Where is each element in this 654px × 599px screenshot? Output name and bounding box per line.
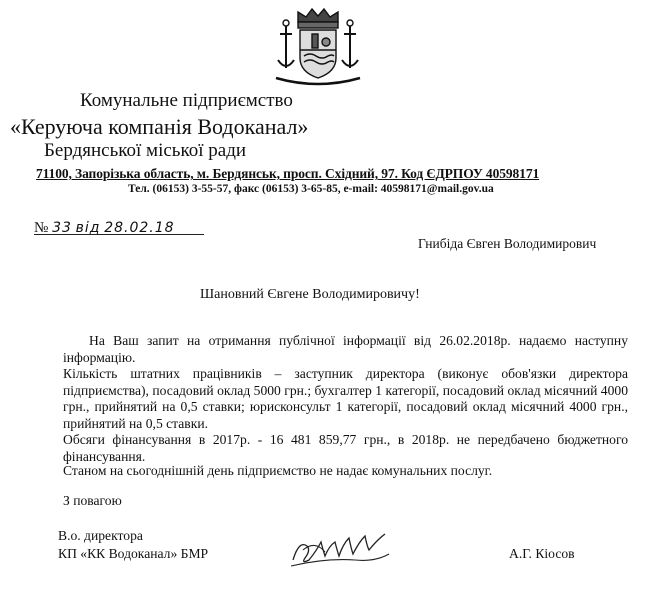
closing-phrase: З повагою [63, 493, 122, 508]
body-paragraph-3: Обсяги фінансування в 2017р. - 16 481 859,77 грн., в 2018р. не передбачено бюджетного фінансування. [63, 432, 628, 464]
reference-underline [34, 234, 204, 235]
org-name-line2: «Керуюча компанія Водоканал» [10, 114, 309, 139]
org-name-line1: Комунальне підприємство [80, 90, 293, 111]
city-coat-of-arms-emblem [268, 6, 368, 88]
signer-title-line1: В.о. директора [58, 528, 143, 543]
handwritten-signature [285, 520, 395, 575]
signer-name: А.Г. Кіосов [509, 546, 575, 561]
body-paragraph-4: Станом на сьогоднішній день підприємство не надає комунальних послуг. [63, 463, 493, 478]
org-contacts: Тел. (06153) 3-55-57, факс (06153) 3-65-85, e-mail: 40598171@mail.gov.ua [128, 183, 494, 195]
reference-date: 28.02.18 [104, 220, 175, 236]
org-address: 71100, Запорізька область, м. Бердянськ, просп. Східний, 97. Код ЄДРПОУ 40598171 [36, 166, 540, 181]
recipient-name: Гнибіда Євген Володимирович [418, 236, 597, 251]
body-paragraph-1: На Ваш запит на отримання публічної інформації від 26.02.2018р. надаємо наступну інформацію. [63, 333, 628, 365]
reference-mid: від [75, 220, 101, 236]
greeting: Шановний Євгене Володимировичу! [200, 287, 420, 302]
signer-title-line2: КП «КК Водоканал» БМР [58, 546, 209, 561]
reference-number: 33 [52, 220, 72, 236]
reference-prefix: № [34, 220, 49, 236]
body-paragraph-2: Кількість штатних працівників – заступник директора (виконує обов'язки директора підприємства), посадовий оклад 5000 грн.; бухгалтер 1 категорії, посадовий оклад місячний 4000 грн., прийнятий на 0,5 ставки; юрисконсульт 1 категорії, посадовий оклад місячний 4000 грн., прийнятий на 0,5 ставки. [63, 366, 628, 431]
org-name-line3: Бердянської міської ради [44, 140, 247, 161]
